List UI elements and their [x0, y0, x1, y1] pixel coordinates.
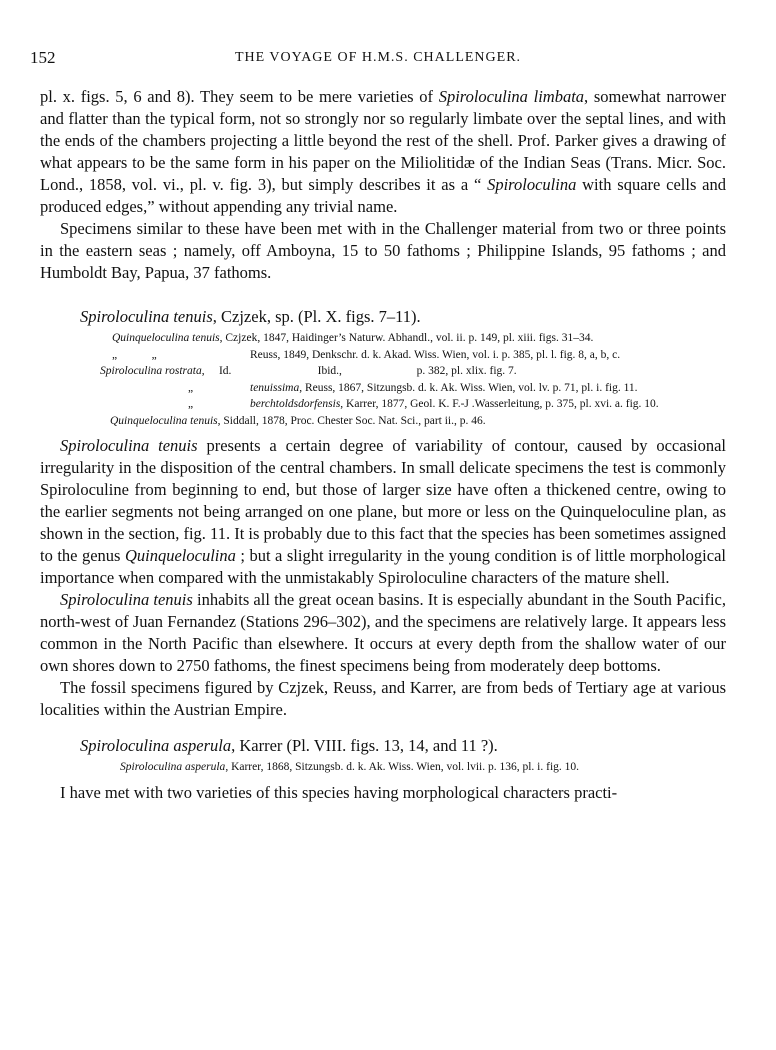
synonymy-entry: [40, 347, 726, 364]
ditto-mark: „: [188, 398, 194, 410]
species-citation: , Karrer (Pl. VIII. figs. 13, 14, and 11 ?).: [231, 736, 498, 755]
paragraph-variability: [40, 435, 726, 589]
synonymy-entry: [40, 363, 726, 380]
page-header: [30, 48, 726, 74]
page-body: [40, 86, 726, 804]
synonym-name: berchtoldsdorfensis: [250, 398, 341, 410]
species-name: Spiroloculina tenuis: [80, 307, 213, 326]
synonymy-entry: [40, 330, 726, 347]
text-run: , somewhat narrower and flatter than the typical form, not so strongly nor so regularly limbate over the septal lines, and with the ends of the chambers projecting a little beyond the rest of the shell. Prof. Parker gives a drawing of what appears to be the same form in his paper on the Miliolitidæ of the Indian Seas (Trans. Micr. Soc. Lond., 1858, vol. vi., pl. v. fig. 3), but simply describes it as a “: [40, 87, 726, 194]
taxon-name: Spiroloculina: [487, 175, 577, 194]
synonym-reference: , Id. Ibid., p. 382, pl. xlix. fig. 7.: [201, 365, 517, 377]
synonym-name: Quinqueloculina tenuis: [112, 332, 220, 344]
taxon-name: Spiroloculina tenuis: [60, 590, 193, 609]
synonymy-entry: [40, 759, 726, 776]
species-heading-asperula: [80, 735, 726, 757]
paragraph-limbata-continued: [40, 86, 726, 218]
text-run: inhabits all the great ocean basins. It is especially abundant in the South Pacific, north-west of Juan Fernandez (Stations 296–302), and the specimens are relatively large. It appears less common in the North Pacific than elsewhere. It occurs at every depth from the shallow water of our own shores down to 2750 fathoms, the finest specimens being from moderately deep bottoms.: [40, 590, 726, 675]
paragraph-asperula: I have met with two varieties of this species having morphological characters practi-: [60, 782, 618, 802]
taxon-name: Spiroloculina tenuis: [60, 436, 198, 455]
ditto-mark: „: [188, 381, 194, 394]
synonym-reference: , Karrer, 1868, Sitzungsb. d. k. Ak. Wiss. Wien, vol. lvii. p. 136, pl. i. fig. 10.: [225, 761, 580, 773]
paragraph-distribution: [40, 589, 726, 677]
synonym-name: Spiroloculina rostrata: [100, 365, 202, 377]
taxon-name: Quinqueloculina: [124, 546, 236, 565]
species-citation: , Czjzek, sp. (Pl. X. figs. 7–11).: [212, 307, 421, 326]
synonym-reference: Reuss, 1849, Denkschr. d. k. Akad. Wiss. Wien, vol. i. p. 385, pl. l. fig. 8, a, b, c.: [250, 348, 621, 361]
synonymy-entry: [40, 396, 726, 413]
synonym-name: Spiroloculina asperula: [120, 761, 226, 773]
synonym-name: Quinqueloculina tenuis: [110, 414, 218, 427]
synonymy-entry: [40, 413, 726, 430]
synonym-reference: , Siddall, 1878, Proc. Chester Soc. Nat. Sci., part ii., p. 46.: [217, 414, 486, 427]
text-run: ; but a slight irregularity in the young condition is of little morphological importance when compared with the unmistakably Spiroloculine characters of the mature shell.: [40, 546, 726, 587]
species-heading-tenuis: [80, 306, 726, 328]
running-title: THE VOYAGE OF H.M.S. CHALLENGER.: [234, 50, 522, 65]
paragraph-fossil: The fossil specimens figured by Czjzek, Reuss, and Karrer, are from beds of Tertiary age at various localities within the Austrian Empire.: [40, 678, 726, 719]
page-number: 152: [30, 48, 56, 67]
text-run: with square cells and produced edges,” without appending any trivial name.: [40, 175, 726, 216]
synonym-name: tenuissima: [250, 381, 300, 394]
ditto-mark: „ „: [112, 348, 157, 361]
synonym-reference: , Karrer, 1877, Geol. K. F.-J .Wasserleitung, p. 375, pl. xvi. a. fig. 10.: [340, 398, 659, 410]
synonym-reference: , Reuss, 1867, Sitzungsb. d. k. Ak. Wiss. Wien, vol. lv. p. 71, pl. i. fig. 11.: [299, 381, 638, 394]
synonymy-entry: [40, 380, 726, 397]
paragraph-localities: Specimens similar to these have been met with in the Challenger material from two or three points in the eastern seas ; namely, off Amboyna, 15 to 50 fathoms ; Philippine Islands, 95 fathoms ; and Humboldt Bay, Papua, 37 fathoms.: [40, 219, 726, 282]
text-run: presents a certain degree of variability of contour, caused by occasional irregularity in the disposition of the central chambers. In small delicate specimens the test is commonly Spiroloculine from beginning to end, but those of larger size have often a thickened centre, owing to the earlier segments not being arranged on one plane, but more or less on the Quinqueloculine plan, as shown in the section, fig. 11. It is probably due to this fact that the species has been sometimes assigned to the genus: [40, 436, 726, 565]
synonymy-list-asperula: [40, 759, 726, 776]
species-name: Spiroloculina asperula: [80, 736, 232, 755]
synonym-reference: , Czjzek, 1847, Haidinger’s Naturw. Abhandl., vol. ii. p. 149, pl. xiii. figs. 31–34.: [219, 332, 594, 344]
text-run: pl. x. figs. 5, 6 and 8). They seem to be mere varieties of: [40, 87, 439, 106]
taxon-name: Spiroloculina limbata: [438, 87, 585, 106]
synonymy-list-tenuis: [40, 330, 726, 429]
